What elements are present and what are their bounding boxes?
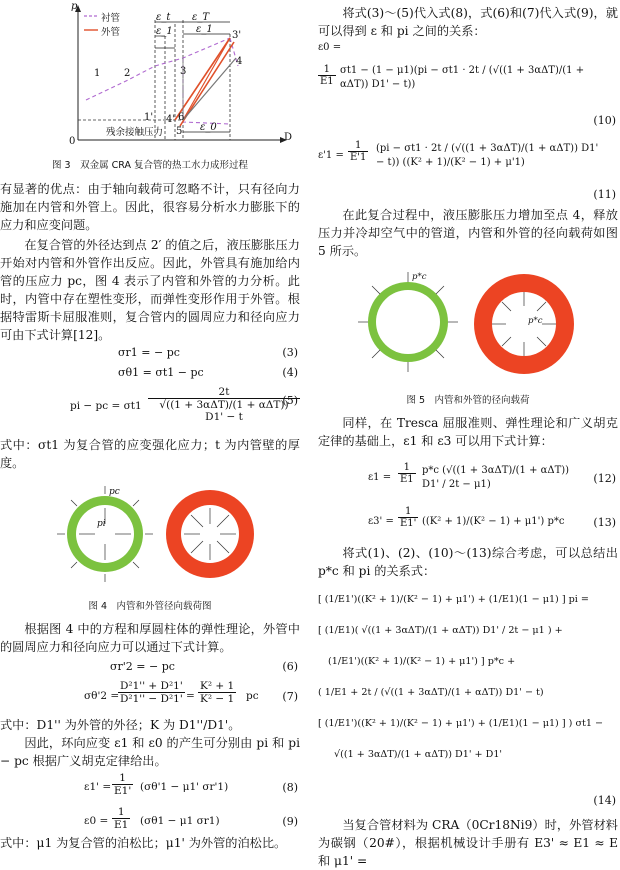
fig3-residual-label: 残余接触压力 bbox=[106, 127, 164, 138]
fig3-pt-4: 4 bbox=[236, 56, 243, 67]
fig3-pt-4p: 4' bbox=[166, 114, 176, 125]
left-para-5: 式中：D1'' 为外管的外径；K 为 D1''/D1'。 bbox=[0, 718, 241, 732]
fig3-pt-1p: 1' bbox=[144, 112, 154, 123]
eq14-line-3: (1/E1')((K² + 1)/(K² − 1) + μ1') ] p*c + bbox=[328, 656, 516, 667]
figure-4-diagram bbox=[55, 484, 275, 592]
eq14-line-2: [ (1/E1)( √((1 + 3αΔT)/(1 + αΔT)) D1' / 2t − μ1 ) + bbox=[318, 625, 563, 636]
eq-5: pi − pc = σt1 2t √((1 + 3αΔT)/(1 + αΔT)) D1' − t (5) bbox=[70, 386, 298, 423]
right-para-3: 同样，在 Tresca 屈服准则、弹性理论和广义胡克定律的基础上，ε1 和 ε3 可以用下式计算： bbox=[318, 416, 618, 448]
left-para-4: 根据图 4 中的方程和厚圆柱体的弹性理论，外管中的圆周应力和径向应力可以通过下式计算。 bbox=[0, 622, 300, 654]
fig3-eps-0: ε_0 bbox=[200, 122, 217, 133]
eq14-line-5: [ (1/E1')((K² + 1)/(K² − 1) + μ1') + (1/E1)(1 − μ1) ] ) σt1 − bbox=[318, 718, 604, 729]
eq-9: ε0 = $\frac{1}{E1}$ (σθ1 − μ1 σr1) (9) bbox=[84, 806, 298, 831]
fig3-axis-d: D bbox=[284, 132, 293, 143]
eq-10: ε0 = $\frac{1}{E1}$ σt1 − (1 − μ1)(pi − σt1 · 2t / (√((1 + 3αΔT)/(1 + αΔT)) D1' − t)) (10) bbox=[318, 42, 616, 127]
eq14-line-1: [ (1/E1')((K² + 1)/(K² − 1) + μ1') + (1/E1)(1 − μ1) ] pi = bbox=[318, 594, 589, 605]
left-para-2: 在复合管的外径达到点 2′ 的值之后，液压膨胀压力开始对内管和外管作出反应。因此，外管具有施加给内管的压应力 pc，图 4 表示了内管和外管的力分析。此时，内管中存在塑性变形，而弹性变形作用于外管。根据特雷斯卡屈服准则，复合管内的圆周应力和径向应力可由下式计算[12]。 bbox=[0, 238, 300, 342]
right-para-2: 在此复合过程中，液压膨胀压力增加至点 4，释放压力并冷却空气中的管道，内管和外管的径向载荷如图 5 所示。 bbox=[318, 208, 618, 258]
fig3-legend-outer: 外管 bbox=[101, 27, 121, 38]
eq-3: σr1 = − pc (3) bbox=[118, 346, 298, 359]
left-para-6: 因此，环向应变 ε1 和 ε0 的产生可分别由 pi 和 pi − pc 根据广义胡克定律给出。 bbox=[0, 736, 300, 768]
eq14-line-4: ( 1/E1 + 2t / (√((1 + 3αΔT)/(1 + αΔT)) D1' − t) bbox=[318, 687, 544, 698]
fig3-eps-t: ε_t bbox=[156, 12, 171, 23]
fig3-caption: 图 3 双金属 CRA 复合管的热工水力成形过程 bbox=[52, 160, 248, 171]
left-para-7: 式中：μ1 为复合管的泊松比；μ1' 为外管的泊松比。 bbox=[0, 836, 287, 850]
right-para-1: 将式(3)～(5)代入式(8)，式(6)和(7)代入式(9)，就可以得到 ε 和 pi 之间的关系： bbox=[318, 6, 618, 38]
eq-12: ε1 = $\frac{1}{E1}$ p*c (√((1 + 3αΔT)/(1 + αΔT)) D1' / 2t − μ1) (12) bbox=[368, 462, 616, 490]
left-column bbox=[0, 0, 300, 853]
fig3-axis-p: p bbox=[71, 1, 78, 12]
fig4-caption: 图 4 内管和外管径向载荷图 bbox=[88, 601, 212, 612]
fig3-pt-2: 2 bbox=[124, 68, 131, 79]
fig3-eps-T: ε_T bbox=[192, 12, 210, 23]
fig4-pi: pi bbox=[97, 519, 106, 529]
fig3-pt-1: 1 bbox=[94, 68, 101, 79]
fig3-eps-1b: ε_1 bbox=[196, 24, 213, 35]
fig3-legend-inner: 衬管 bbox=[101, 13, 121, 24]
fig3-pt-3p: 3' bbox=[232, 30, 242, 41]
figure-3-graph bbox=[58, 2, 288, 152]
eq-14 bbox=[318, 584, 618, 770]
fig3-pt-3: 3 bbox=[180, 66, 187, 77]
right-para-4: 将式(1)、(2)、(10)～(13)综合考虑，可以总结出 p*c 和 pi 的关系式： bbox=[318, 546, 618, 578]
fig5-pc-right: p*c bbox=[528, 316, 543, 326]
eq-6: σr'2 = − pc (6) bbox=[110, 660, 298, 673]
figure-5-diagram bbox=[356, 270, 586, 380]
fig3-pt-5: 5 bbox=[176, 126, 183, 137]
eq14-number: (14) bbox=[593, 794, 616, 807]
fig3-eps-1a: ε_1 bbox=[156, 26, 173, 37]
eq-7: σθ'2 = $\frac{\text{D²1'' + D²1'}}{\text{D²1'' − D²1'}}$ = $\frac{\text{K² + 1}}{\text{K² − 1}}$ pc (7) bbox=[84, 680, 298, 705]
eq-13: ε3' = $\frac{1}{E1'}$ ((K² + 1)/(K² − 1) + μ1') p*c (13) bbox=[368, 506, 616, 529]
right-column bbox=[318, 0, 618, 868]
left-para-1: 有显著的优点：由于轴向载荷可忽略不计，只有径向力施加在内管和外管上。因此，很容易分析水力膨胀下的应力和应变问题。 bbox=[0, 182, 300, 232]
eq-11: ε'1 = $\frac{1}{E'1}$ (pi − σt1 · 2t / (√((1 + 3αΔT)/(1 + αΔT)) D1' − t)) ((K² + 1)/(K² − 1) + μ'1) (11) bbox=[318, 140, 616, 201]
fig5-caption: 图 5 内管和外管的径向载荷 bbox=[406, 395, 530, 406]
eq14-line-6: √((1 + 3αΔT)/(1 + αΔT)) D1' + D1' bbox=[334, 749, 503, 760]
eq-8: ε1' = $\frac{1}{E1'}$ (σθ'1 − μ1' σr'1) (8) bbox=[84, 772, 298, 797]
eq-4: σθ1 = σt1 − pc (4) bbox=[118, 366, 298, 379]
fig4-pc: pc bbox=[109, 487, 120, 497]
left-para-3: 式中：σt1 为复合管的应变强化应力；t 为内管壁的厚度。 bbox=[0, 438, 300, 470]
fig3-pt-6: 6 bbox=[178, 112, 185, 123]
fig3-origin: 0 bbox=[69, 136, 76, 147]
right-para-5: 当复合管材料为 CRA（0Cr18Ni9）时，外管材料为碳钢（20#），根据机械设计手册有 E3' ≈ E1 ≈ E 和 μ1' = bbox=[318, 818, 618, 868]
fig5-pc-left: p*c bbox=[412, 272, 427, 282]
